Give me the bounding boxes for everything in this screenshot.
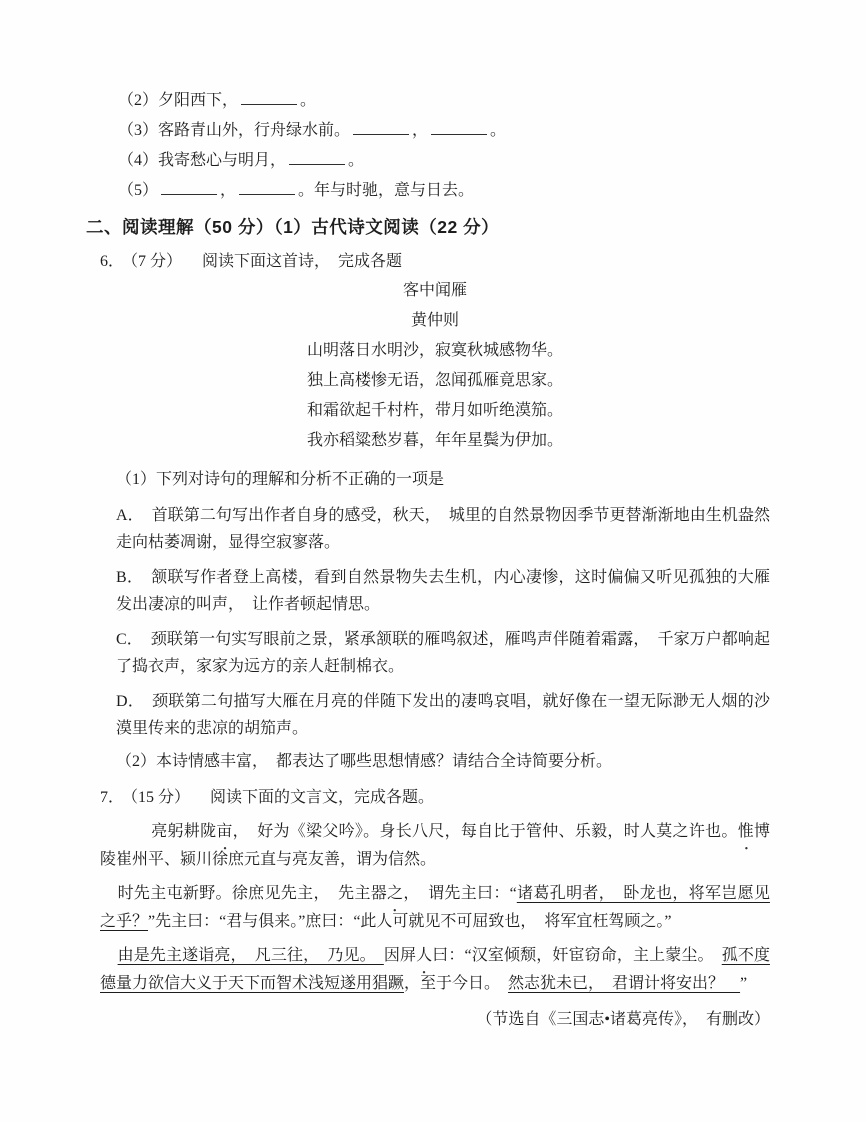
option-text: 颈联第二句描写大雁在月亮的伴随下发出的凄鸣哀唱，就好像在一望无际渺无人烟的沙漠里传来的悲凉的胡笳声。 bbox=[116, 693, 770, 737]
option-item bbox=[116, 502, 770, 556]
text-segment: 之， 谓先主曰：“ bbox=[387, 885, 517, 902]
poem-block bbox=[100, 276, 770, 456]
underlined-text: 然志犹未已， 君谓计将安出？ bbox=[508, 975, 741, 992]
fill-in-item bbox=[118, 176, 770, 206]
question-6-score: （7 分） bbox=[130, 253, 183, 270]
emphasized-char: 许 ・ bbox=[689, 823, 705, 840]
option-label: A． bbox=[116, 507, 144, 524]
question-7-line bbox=[100, 784, 770, 812]
option-label: D． bbox=[116, 693, 145, 710]
text-segment: 也。惟博陵崔州平、颍川徐庶元直与亮友善，谓为信然。 bbox=[100, 823, 770, 868]
option-item bbox=[116, 688, 770, 742]
option-label: C． bbox=[116, 631, 143, 648]
question-7-score: （15 分） bbox=[130, 789, 191, 806]
option-text: 首联第二句写出作者自身的感受，秋天， 城里的自然景物因季节更替渐渐地由生机盎然走向枯萎凋谢，显得空寂寥落。 bbox=[116, 507, 770, 551]
fill-in-item bbox=[118, 86, 770, 116]
text-segment: 。 bbox=[300, 92, 317, 109]
question-6-number: 6． bbox=[100, 253, 125, 270]
text-segment: 。 bbox=[348, 152, 365, 169]
text-segment: ，至于今日。 bbox=[404, 975, 509, 992]
option-text: 颈联第一句实写眼前之景，紧承颔联的雁鸣叙述，雁鸣声伴随着霜露， 千家万户都响起了捣衣声，家家为远方的亲人赶制棉衣。 bbox=[116, 631, 770, 675]
text-segment: ， bbox=[220, 182, 237, 199]
emphasized-char: 屏 ・ bbox=[400, 947, 416, 964]
section-header: 二、阅读理解（50 分）（1）古代诗文阅读（22 分） bbox=[86, 217, 500, 237]
text-segment: 人曰：“汉室倾颓，奸宦窃命，主上蒙尘。 bbox=[416, 947, 722, 964]
question-6-stem: 阅读下面这首诗， 完成各题 bbox=[202, 253, 403, 270]
option-item bbox=[116, 564, 770, 618]
poem-verse: 和霜欲起千村杵，带月如听绝漠笳。 bbox=[306, 402, 563, 419]
emphasized-char: 器 ・ bbox=[371, 885, 387, 902]
text-segment: 因 bbox=[383, 947, 400, 964]
answer-blank bbox=[241, 89, 297, 105]
emphasized-char: 躬 ・ bbox=[167, 823, 183, 840]
text-segment: （2）夕阳西下， bbox=[118, 92, 239, 109]
poem-title: 客中闻雁 bbox=[402, 282, 467, 299]
options-list bbox=[100, 502, 770, 742]
answer-blank bbox=[289, 149, 345, 165]
fill-in-item bbox=[118, 146, 770, 176]
question-6-sub1: （1）下列对诗句的理解和分析不正确的一项是 bbox=[116, 471, 445, 488]
option-text: 颔联写作者登上高楼，看到自然景物失去生机，内心凄惨，这时偏偏又听见孤独的大雁发出凄凉的叫声， 让作者顿起情思。 bbox=[116, 569, 770, 613]
answer-blank bbox=[161, 179, 217, 195]
underlined-text: 由是先主遂诣亮， 凡三往， 乃见。 bbox=[117, 947, 384, 964]
text-segment: （4）我寄愁心与明月， bbox=[118, 152, 287, 169]
question-7-stem: 阅读下面的文言文，完成各题。 bbox=[210, 789, 435, 806]
text-segment: 。年与时驰，意与日去。 bbox=[298, 182, 475, 199]
option-label: B． bbox=[116, 569, 144, 586]
poem-verses bbox=[100, 336, 770, 456]
passage-citation: （节选自《三国志•诸葛亮传》， 有删改） bbox=[476, 1011, 770, 1028]
text-segment: （3）客路青山外，行舟绿水前。 bbox=[118, 122, 351, 139]
poem-verse: 独上高楼惨无语，忽闻孤雁竟思家。 bbox=[306, 372, 563, 389]
text-segment: ”先主曰：“君与俱来。”庶曰：“此人可就见不可屈致也， 将军宜枉驾顾之。” bbox=[148, 913, 672, 930]
text-segment: 。 bbox=[490, 122, 507, 139]
poem-verse: 山明落日水明沙，寂寞秋城感物华。 bbox=[306, 342, 563, 359]
underlined-text: 孤不度德量力欲信大义于天下而智术浅短遂用猖蹶 bbox=[100, 947, 770, 992]
fill-in-item bbox=[118, 116, 770, 146]
poem-verse: 我亦稻粱愁岁暮，年年星鬓为伊加。 bbox=[306, 432, 563, 449]
passage-paragraph bbox=[100, 818, 770, 874]
fill-in-section bbox=[100, 86, 770, 206]
text-segment: 耕陇亩， 好为《梁父吟》。身长八尺，每自比于管仲、乐毅，时人莫之 bbox=[183, 823, 689, 840]
answer-blank bbox=[431, 119, 487, 135]
underlined-text: 诸葛孔明者， 卧龙也，将军岂愿见之乎？ bbox=[100, 885, 770, 930]
text-segment: 时先主屯新野。徐庶见先主， 先主 bbox=[117, 885, 371, 902]
text-segment: 亮 bbox=[151, 823, 168, 840]
answer-blank bbox=[353, 119, 409, 135]
question-6-line bbox=[100, 248, 770, 276]
classical-passage bbox=[100, 818, 770, 998]
poem-author: 黄仲则 bbox=[410, 312, 459, 329]
text-segment: ， bbox=[412, 122, 429, 139]
passage-paragraph bbox=[100, 942, 770, 998]
text-segment: （5） bbox=[118, 182, 159, 199]
question-7-number: 7． bbox=[100, 789, 125, 806]
question-6-sub2: （2）本诗情感丰富， 都表达了哪些思想情感？请结合全诗简要分析。 bbox=[116, 753, 613, 770]
passage-paragraph bbox=[100, 880, 770, 936]
text-segment: ” bbox=[740, 975, 748, 992]
option-item bbox=[116, 626, 770, 680]
answer-blank bbox=[239, 179, 295, 195]
